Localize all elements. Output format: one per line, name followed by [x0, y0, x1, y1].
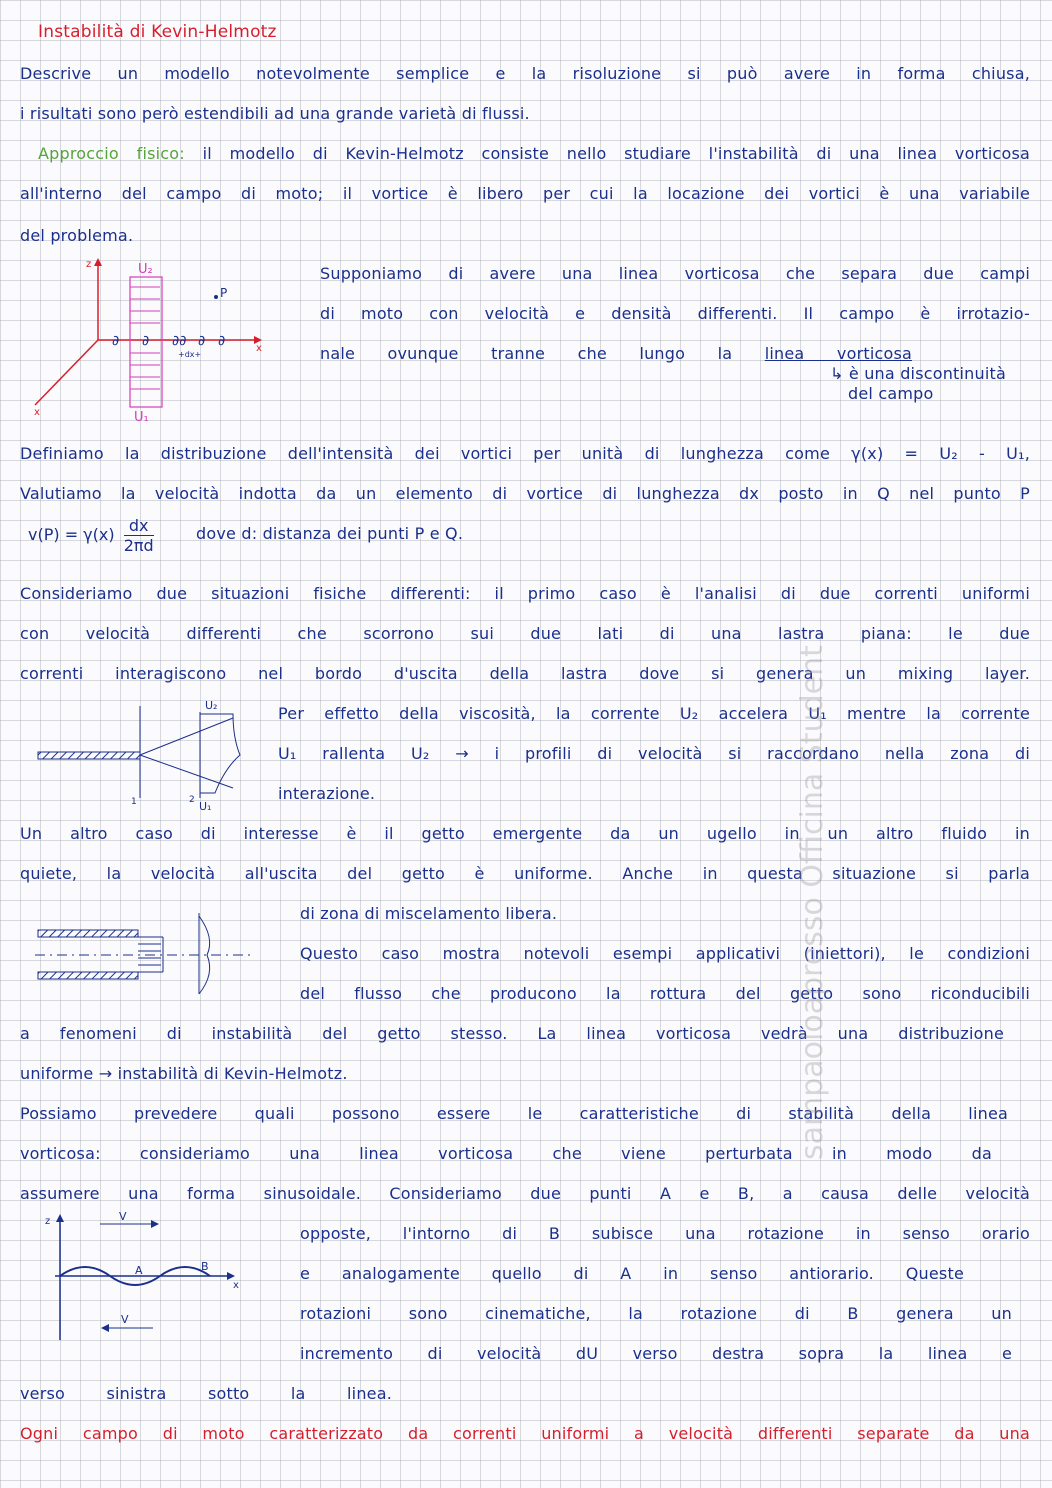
cases-line-3: correnti interagiscono nel bordo d'uscita della lastra dove si genera un mixing layer.: [20, 664, 1030, 683]
svg-text:∂: ∂: [218, 333, 226, 349]
perturbed-vortex-sheet-figure: [35, 1210, 255, 1350]
formula-numerator: dx: [124, 516, 154, 536]
intro-line-1: Descrive un modello notevolmente semplice e la risoluzione si può avere in forma chiusa,: [20, 64, 1030, 83]
def-line-1: Definiamo la distribuzione dell'intensità dei vortici per unità di lunghezza come γ(x) = U₂ - U₁,: [20, 444, 1030, 463]
x-axis-label: x: [256, 343, 262, 354]
fig2-text-2: U₁ rallenta U₂ → i profili di velocità si raccordano nella zona di: [278, 744, 1030, 763]
u1-label: U₁: [134, 410, 149, 425]
mixing-layer-figure: [35, 698, 255, 818]
svg-text:∂∂: ∂∂: [172, 333, 187, 349]
page-title: Instabilità di Kevin-Helmotz: [38, 22, 277, 42]
def-line-2: Valutiamo la velocità indotta da un elemento di vortice di lunghezza dx posto in Q nel punto P: [20, 484, 1030, 503]
cases-line-2: con velocità differenti che scorrono sui due lati di una lastra piana: le due: [20, 624, 1030, 643]
fig1-note-1: ↳ è una discontinuità: [830, 364, 1006, 383]
fig1-text-3: [320, 344, 912, 366]
vortex-line-term: linea vorticosa: [764, 344, 913, 363]
v-top-label: V: [119, 1210, 127, 1223]
jet-nozzle-figure: [35, 908, 265, 1000]
jet-line-1: Un altro caso di interesse è il getto emergente da un ugello in un altro fluido in: [20, 824, 1030, 843]
svg-text:∂: ∂: [142, 333, 150, 349]
stab-line-2: vorticosa: consideriamo una linea vorticosa che viene perturbata in modo da: [20, 1144, 992, 1163]
fig4-z-label: z: [45, 1216, 51, 1227]
svg-text:∂: ∂: [112, 333, 120, 349]
fig2-text-3: interazione.: [278, 784, 376, 803]
section-1-label: 1: [131, 797, 137, 807]
fig2-u1-label: U₁: [199, 800, 212, 813]
watermark: sampaoloapresso Officina Student: [795, 645, 830, 1160]
approach-label: Approccio fisico:: [38, 144, 185, 163]
dx-label: +dx+: [178, 350, 202, 359]
fig4-text-4: incremento di velocità dU verso destra sopra la linea e: [300, 1344, 1012, 1363]
fig1-text-2: di moto con velocità e densità differenti. Il campo è irrotazio-: [320, 304, 1030, 323]
fig3-text-3: del flusso che producono la rottura del getto sono riconducibili: [300, 984, 1030, 1003]
fig4-text-1: opposte, l'intorno di B subisce una rotazione in senso orario: [300, 1224, 1030, 1243]
u2-label: U₂: [138, 262, 153, 277]
fig4-x-label: x: [233, 1280, 239, 1291]
point-p-label: P: [220, 286, 228, 300]
approach-line-3: del problema.: [20, 226, 134, 245]
fig1-text-1: Supponiamo di avere una linea vorticosa che separa due campi: [320, 264, 1030, 283]
stab-end: verso sinistra sotto la linea.: [20, 1384, 392, 1403]
fig4-text-2: e analogamente quello di A in senso antiorario. Queste: [300, 1264, 964, 1283]
formula-denominator: 2πd: [123, 536, 154, 555]
point-a-label: A: [135, 1264, 143, 1277]
fig1-text-3-start: nale ovunque tranne che lungo la: [320, 344, 765, 363]
stab-line-1: Possiamo prevedere quali possono essere le caratteristiche di stabilità della linea: [20, 1104, 1008, 1123]
jet-cont-line-1: a fenomeni di instabilità del getto stesso. La linea vorticosa vedrà una distribuzione: [20, 1024, 1004, 1043]
intro-line-2: i risultati sono però estendibili ad una grande varietà di flussi.: [20, 104, 530, 123]
fig2-text-1: Per effetto della viscosità, la corrente U₂ accelera U₁ mentre la corrente: [278, 704, 1030, 723]
v-bottom-label: V: [121, 1313, 129, 1326]
approach-line-1: [38, 144, 1030, 166]
induced-velocity-formula: [28, 516, 154, 555]
section-2-label: 2: [189, 795, 195, 805]
approach-text-1: il modello di Kevin-Helmotz consiste nello studiare l'instabilità di una linea vorticosa: [202, 144, 1030, 163]
fig4-text-3: rotazioni sono cinematiche, la rotazione di B genera un: [300, 1304, 1012, 1323]
fig3-text-1: di zona di miscelamento libera.: [300, 904, 558, 923]
x-axis-label-2: x: [34, 407, 40, 418]
fig1-note-2: del campo: [848, 384, 934, 403]
formula-note: dove d: distanza dei punti P e Q.: [196, 524, 464, 543]
approach-line-2: all'interno del campo di moto; il vortice è libero per cui la locazione dei vortici è una variabile: [20, 184, 1030, 203]
point-b-label: B: [201, 1260, 209, 1273]
svg-text:∂: ∂: [198, 333, 206, 349]
fig3-text-2: Questo caso mostra notevoli esempi applicativi (iniettori), le condizioni: [300, 944, 1030, 963]
final-statement: Ogni campo di moto caratterizzato da correnti uniformi a velocità differenti separate da una: [20, 1424, 1030, 1443]
stab-line-3: assumere una forma sinusoidale. Consideriamo due punti A e B, a causa delle velocità: [20, 1184, 1030, 1203]
formula-lhs: v(P) = γ(x): [28, 525, 115, 544]
jet-cont-line-2: uniforme → instabilità di Kevin-Helmotz.: [20, 1064, 348, 1083]
z-axis-label: z: [86, 259, 92, 270]
vortex-sheet-figure: [20, 255, 280, 425]
fig2-u2-label: U₂: [205, 699, 218, 712]
jet-line-2: quiete, la velocità all'uscita del getto è uniforme. Anche in questa situazione si parla: [20, 864, 1030, 883]
cases-line-1: Consideriamo due situazioni fisiche differenti: il primo caso è l'analisi di due correnti uniformi: [20, 584, 1030, 603]
